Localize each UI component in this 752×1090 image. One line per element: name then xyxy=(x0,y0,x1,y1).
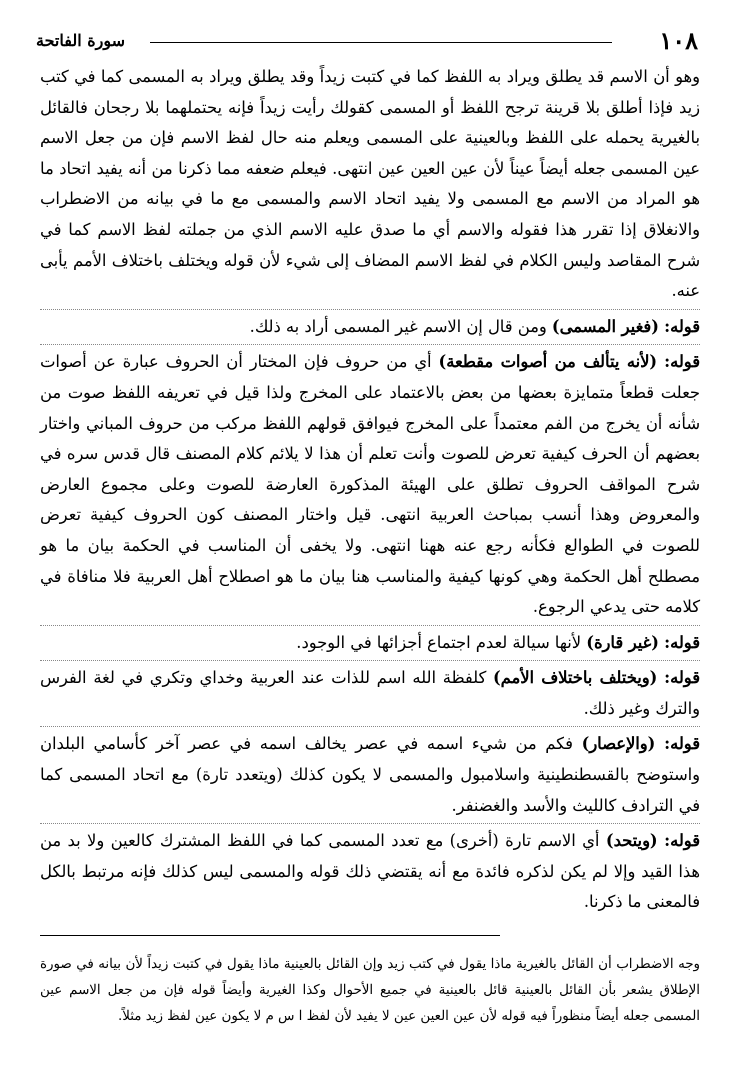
quoted-phrase: (غير قارة) xyxy=(586,632,659,652)
qawluhu-label: قوله: xyxy=(664,632,700,652)
page-header xyxy=(36,28,698,54)
paragraph-text: أي الاسم تارة (أخرى) مع تعدد المسمى كما في اللفظ المشترك كالعين ولا بد من هذا القيد وإلا لم يكن لذكره فائدة مع أنه يقتضي ذلك قوله والمسمى ليس كذلك فإنه مرتبط بالكل فالمعنى ما ذكرنا. xyxy=(40,831,700,912)
quoted-phrase: (والإعصار) xyxy=(581,734,656,754)
paragraph-text: ومن قال إن الاسم غير المسمى أراد به ذلك. xyxy=(249,316,547,336)
footnote: وجه الاضطراب أن القائل بالغيرية ماذا يقول في كتب زيد وإن القائل بالعينية ماذا يقول في كتبت زيداً لأن بيانه في صورة الإطلاق يشعر بأن القائل بالعينية قائل بالعينية في جميع الأحوال وكذا الغيرية وأيضاً قوله فإن من جعل الاسم عين المسمى جعله أيضاً منظوراً فيه قوله لأن عين العين عين لا يفيد لأن لفظ ا س م لا يكون عين لفظ زيد مثلاً. xyxy=(40,957,700,1024)
paragraph-3 xyxy=(40,344,700,622)
paragraph-5 xyxy=(40,660,700,724)
paragraph-text: أي من حروف فإن المختار أن الحروف عبارة عن أصوات جعلت قطعاً متمايزة بعضها من بعض بالاعتماد على المخرج ولذا قيل في تعريفه اللفظ صوت من شأنه أن يخرج من الفم معتمداً على المخرج فيوافق قولهم اللفظ مركب من حروف المباني واختار بعضهم أن الحرف كيفية تعرض للصوت وأنت تعلم أن هذا لا يلائم كلام المصنف قال قدس سره في شرح المواقف الحروف تطلق على الهيئة المذكورة العارضة للصوت وعلى مجموع العارض والمعروض وهذا أنسب بمباحث العربية انتهى. قيل واختار المصنف كون الحروف كيفية تعرض للصوت في الطوالع فكأنه رجع عنه ههنا انتهى. ولا يخفى أن المناسب في الحكمة بيان ما هو مصطلح أهل الحكمة وهي كونها كيفية والمناسب هنا بيان ما هو اصطلاح أهل العربية فلا منافاة في كلامه حتى يدعي الرجوع. xyxy=(40,352,700,617)
running-title: سورة الفاتحة xyxy=(36,31,125,50)
paragraph-2 xyxy=(40,309,700,343)
qawluhu-label: قوله: xyxy=(664,668,700,688)
main-text xyxy=(40,62,700,918)
paragraph-1 xyxy=(40,62,700,307)
paragraph-text: فكم من شيء اسمه في عصر يخالف اسمه في عصر آخر كأسامي البلدان واستوضح بالقسطنطينية واسلامبول والمسمى لا يكون كذلك (ويتعدد تارة) مع اتحاد المسمى كما في الترادف كالليث والأسد والغضنفر. xyxy=(40,734,700,815)
paragraph-4 xyxy=(40,625,700,659)
qawluhu-label: قوله: xyxy=(664,352,700,372)
paragraph-text: وهو أن الاسم قد يطلق ويراد به اللفظ كما في كتبت زيداً وقد يطلق ويراد به المسمى كما في كتب زيد فإذا أطلق بلا قرينة ترجح اللفظ أو المسمى كقولك رأيت زيداً فإنه يحتملهما بلا رجحان فالقائل بالغيرية يحمله على اللفظ وبالعينية على المسمى ويعلم منه حال لفظ الاسم فإن من جعل الاسم عين المسمى جعله أيضاً عيناً لأن عين العين عين انتهى. فيعلم ضعفه مما ذكرنا من أنه يفيد اتحاد ما هو المراد من الاسم مع المسمى ولا يفيد اتحاد الاسم والمسمى مع ما في بيانه من الاضطراب والانغلاق إذا تقرر هذا فقوله والاسم أي ما صدق عليه الاسم الذي من جملته لفظ الاسم كما في شرح المقاصد وليس الكلام في لفظ الاسم المضاف إلى شيء لأن قوله ويختلف باختلاف الأمم يأبى عنه. xyxy=(40,67,700,301)
page-number: ١٠٨ xyxy=(659,26,698,55)
paragraph-6 xyxy=(40,726,700,821)
qawluhu-label: قوله: xyxy=(664,831,700,851)
quoted-phrase: (ويختلف باختلاف الأمم) xyxy=(492,668,658,688)
paragraph-text: لأنها سيالة لعدم اجتماع أجزائها في الوجود. xyxy=(296,632,582,652)
quoted-phrase: (ويتحد) xyxy=(605,831,658,851)
qawluhu-label: قوله: xyxy=(664,316,700,336)
footnote-divider xyxy=(40,935,500,936)
qawluhu-label: قوله: xyxy=(664,734,700,754)
quoted-phrase: (فغير المسمى) xyxy=(551,316,659,336)
header-rule xyxy=(150,42,612,43)
paragraph-7 xyxy=(40,823,700,918)
paragraph-text: كلفظة الله اسم للذات عند العربية وخداي وتكري في لغة الفرس والترك وغير ذلك. xyxy=(40,668,700,718)
quoted-phrase: (لأنه يتألف من أصوات مقطعة) xyxy=(438,352,658,372)
